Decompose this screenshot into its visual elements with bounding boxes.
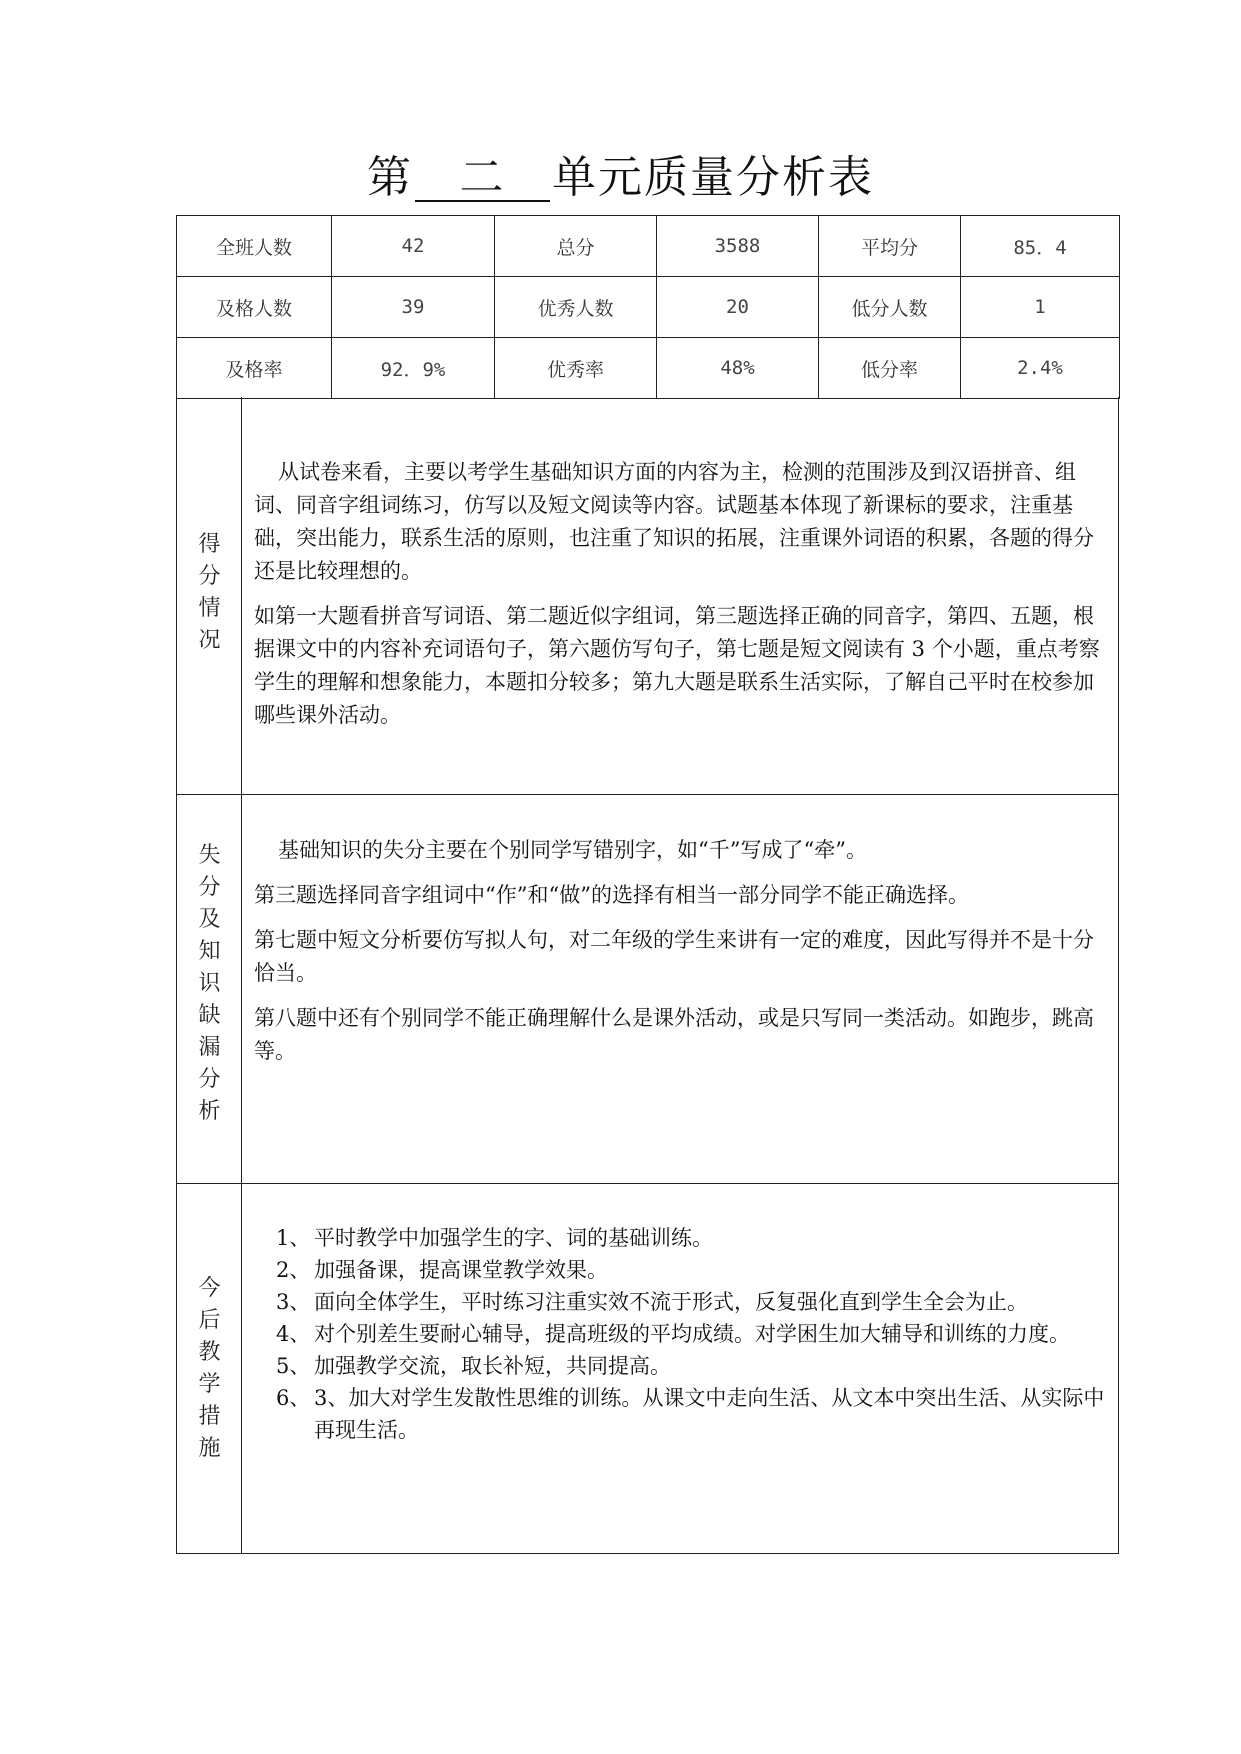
section-loss bbox=[176, 795, 1119, 1184]
loss-paragraph: 第三题选择同音字组词中“作”和“做”的选择有相当一部分同学不能正确选择。 bbox=[254, 883, 969, 907]
vertical-label-char: 漏 bbox=[198, 1035, 221, 1060]
stat-label-low-count: 低分人数 bbox=[819, 277, 961, 338]
list-item bbox=[276, 1222, 1106, 1254]
vertical-label-char: 析 bbox=[198, 1099, 221, 1124]
item-text: 加强教学交流，取长补短，共同提高。 bbox=[314, 1354, 671, 1378]
vertical-label-char: 教 bbox=[198, 1340, 221, 1365]
title-unit-number: 二 bbox=[415, 156, 550, 202]
page-title bbox=[0, 150, 1241, 206]
vertical-label-char: 失 bbox=[198, 843, 221, 868]
vertical-label-char: 分 bbox=[198, 1067, 221, 1092]
stat-label-low-rate: 低分率 bbox=[819, 338, 961, 399]
loss-paragraph: 第七题中短文分析要仿写拟人句，对二年级的学生来讲有一定的难度，因此写得并不是十分恰当。 bbox=[254, 928, 1094, 985]
stat-value-excellent-rate: 48% bbox=[657, 338, 819, 399]
stat-label-total-score: 总分 bbox=[495, 216, 657, 277]
stats-row bbox=[177, 216, 1120, 277]
list-item bbox=[276, 1286, 1106, 1318]
section-score-side bbox=[177, 397, 242, 794]
stat-label-average: 平均分 bbox=[819, 216, 961, 277]
stat-label-pass-rate: 及格率 bbox=[177, 338, 332, 399]
list-item bbox=[276, 1350, 1106, 1382]
vertical-label-char: 分 bbox=[198, 564, 221, 589]
section-measures bbox=[176, 1184, 1119, 1554]
score-paragraph: 如第一大题看拼音写词语、第二题近似字组词，第三题选择正确的同音字，第四、五题，根据课文中的内容补充词语句子，第六题仿写句子，第七题是短文阅读有 3 个小题，重点考察学生的理解和想象能力，本题扣分较多；第九大题是联系生活实际，了解自己平时在校参加哪些课外活动。 bbox=[254, 604, 1100, 727]
vertical-label-char: 施 bbox=[198, 1436, 221, 1461]
vertical-label-char: 措 bbox=[198, 1404, 221, 1429]
vertical-label-char: 得 bbox=[198, 532, 221, 557]
stat-label-excellent-count: 优秀人数 bbox=[495, 277, 657, 338]
section-measures-body bbox=[242, 1184, 1118, 1553]
item-text: 平时教学中加强学生的字、词的基础训练。 bbox=[314, 1226, 713, 1250]
list-item bbox=[276, 1254, 1106, 1286]
stat-value-total-score: 3588 bbox=[657, 216, 819, 277]
item-number: 3、 bbox=[276, 1290, 311, 1314]
stat-value-low-rate: 2.4% bbox=[961, 338, 1120, 399]
list-item bbox=[276, 1318, 1106, 1350]
vertical-label-char: 学 bbox=[198, 1372, 221, 1397]
loss-paragraph: 第八题中还有个别同学不能正确理解什么是课外活动，或是只写同一类活动。如跑步，跳高等。 bbox=[254, 1006, 1094, 1063]
vertical-label-char: 情 bbox=[198, 596, 221, 621]
item-number: 1、 bbox=[276, 1226, 311, 1250]
item-number: 2、 bbox=[276, 1258, 311, 1282]
vertical-label-char: 今 bbox=[198, 1276, 221, 1301]
item-text: 3、加大对学生发散性思维的训练。从课文中走向生活、从文本中突出生活、从实际中再现生活。 bbox=[314, 1386, 1105, 1442]
section-measures-side bbox=[177, 1184, 242, 1553]
section-score-label bbox=[177, 529, 242, 657]
item-text: 对个别差生要耐心辅导，提高班级的平均成绩。对学困生加大辅导和训练的力度。 bbox=[314, 1322, 1070, 1346]
vertical-label-char: 及 bbox=[198, 907, 221, 932]
stats-row bbox=[177, 277, 1120, 338]
stat-value-pass-rate: 92．9% bbox=[332, 338, 495, 399]
list-item bbox=[276, 1382, 1106, 1446]
section-score-body bbox=[242, 397, 1118, 794]
vertical-label-char: 分 bbox=[198, 875, 221, 900]
section-loss-label bbox=[177, 840, 242, 1128]
stat-value-pass-count: 39 bbox=[332, 277, 495, 338]
section-score bbox=[176, 397, 1119, 795]
vertical-label-char: 识 bbox=[198, 971, 221, 996]
vertical-label-char: 知 bbox=[198, 939, 221, 964]
stat-label-excellent-rate: 优秀率 bbox=[495, 338, 657, 399]
section-loss-body bbox=[242, 795, 1118, 1183]
title-prefix: 第 bbox=[367, 152, 413, 203]
stat-label-class-size: 全班人数 bbox=[177, 216, 332, 277]
vertical-label-char: 况 bbox=[198, 628, 221, 653]
stat-value-class-size: 42 bbox=[332, 216, 495, 277]
stat-value-average: 85．4 bbox=[961, 216, 1120, 277]
item-number: 4、 bbox=[276, 1322, 311, 1346]
score-paragraph: 从试卷来看，主要以考学生基础知识方面的内容为主，检测的范围涉及到汉语拼音、组词、同音字组词练习，仿写以及短文阅读等内容。试题基本体现了新课标的要求，注重基础，突出能力，联系生活的原则，也注重了知识的拓展，注重课外词语的积累，各题的得分还是比较理想的。 bbox=[254, 460, 1094, 583]
item-text: 加强备课，提高课堂教学效果。 bbox=[314, 1258, 608, 1282]
loss-paragraph: 基础知识的失分主要在个别同学写错别字，如“千”写成了“牵”。 bbox=[278, 838, 867, 862]
title-suffix: 单元质量分析表 bbox=[552, 152, 874, 203]
item-number: 6、 bbox=[276, 1386, 311, 1410]
item-number: 5、 bbox=[276, 1354, 311, 1378]
stat-label-pass-count: 及格人数 bbox=[177, 277, 332, 338]
vertical-label-char: 后 bbox=[198, 1308, 221, 1333]
item-text: 面向全体学生，平时练习注重实效不流于形式，反复强化直到学生全会为止。 bbox=[314, 1290, 1028, 1314]
stats-table bbox=[176, 215, 1120, 399]
measures-list bbox=[254, 1222, 1106, 1446]
section-measures-label bbox=[177, 1273, 242, 1465]
section-loss-side bbox=[177, 795, 242, 1183]
stat-value-excellent-count: 20 bbox=[657, 277, 819, 338]
stat-value-low-count: 1 bbox=[961, 277, 1120, 338]
stats-row bbox=[177, 338, 1120, 399]
vertical-label-char: 缺 bbox=[198, 1003, 221, 1028]
